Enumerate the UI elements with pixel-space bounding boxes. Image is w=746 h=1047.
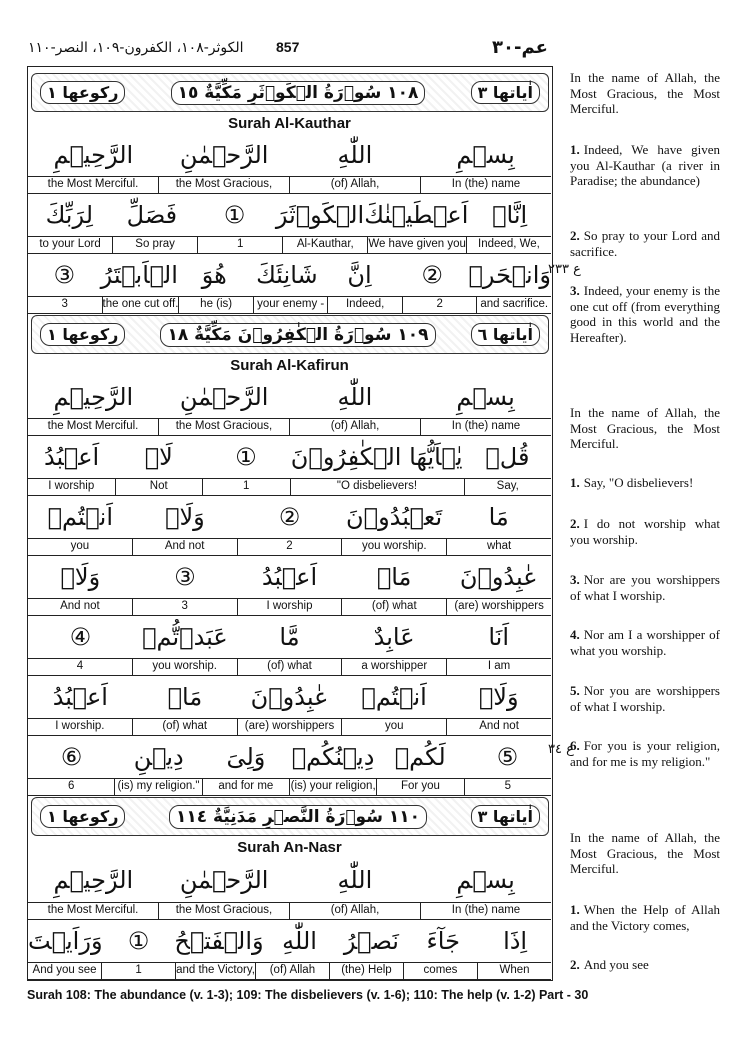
english-gloss: and sacrifice. [480,298,549,310]
translation-verse [570,475,720,491]
english-gloss: to your Lord [28,237,113,253]
english-gloss: and the Victory, [176,963,256,979]
arabic-word: مَاۤ [167,683,203,711]
verse-number: 1. [570,142,580,157]
english-gloss: Say, [496,480,519,492]
arabic-word: اللّٰهِ [337,866,373,894]
english-gloss: the Most Gracious, [159,177,290,193]
ruku-margin-mark: ع ٢٣٣ [548,262,581,277]
translation-verse [570,142,720,189]
surah-title: Surah An-Nasr [237,839,342,856]
page-footer: Surah 108: The abundance (v. 1-3); 109: The disbelievers (v. 1-6); 110: The help (v. 1-2) Part - 30 [27,988,589,1002]
ayah-marker: ④ [69,623,92,651]
arabic-word: اللّٰهِ [337,383,373,411]
arabic-word: اللّٰهِ [337,141,373,169]
english-gloss: (of) Allah, [290,177,421,193]
banner-ayat: اٰياتها ٣ [471,81,540,104]
english-gloss: And not [479,720,519,732]
english-gloss: 3 [133,599,238,615]
english-gloss: So pray [113,237,198,253]
english-gloss: In (the) name [451,904,521,916]
arabic-word: اَعۡبُدُ [43,443,100,471]
english-gloss: your enemy - [254,297,329,313]
english-gloss: you worship. [133,659,238,675]
english-row [28,718,551,736]
translation-verse [570,228,720,259]
page-number: 857 [276,39,300,55]
verse-text: I do not worship what you worship. [570,516,720,547]
arabic-word: اِنَّ [347,261,372,289]
arabic-word: شَانِئَكَ [256,261,318,289]
english-gloss: (of) what [238,659,343,675]
english-gloss: 1 [203,479,291,495]
english-gloss: (are) worshippers [454,600,544,612]
english-row [28,598,551,616]
arabic-word: فَصَلِّ [126,201,178,229]
english-gloss: For you [377,779,464,795]
arabic-word: بِسۡمِ [456,383,515,411]
english-gloss: I worship [238,599,343,615]
arabic-word: اِذَا [503,927,528,955]
arabic-row [28,496,551,538]
banner-title: ١٠٩ سُوۡرَةُ الۡكٰفِرُوۡنَ مَكِّيَّةٌ ١٨ [160,323,435,347]
english-gloss: (is) my religion." [115,779,202,795]
arabic-word: اَعۡبُدُ [261,563,318,591]
arabic-word: وَلَاۤ [478,683,519,711]
english-gloss: 3 [28,297,103,313]
translation-verse [570,738,720,769]
english-gloss: the Most Merciful. [28,177,159,193]
arabic-word: نَصۡرُ [343,927,399,955]
verse-number: 2. [570,957,580,972]
arabic-word: لَكُمۡ [394,743,446,771]
banner-ruku: ركوعها ١ [40,805,125,828]
arabic-word: الرَّحۡمٰنِ [179,383,269,411]
english-gloss: (of) Allah, [290,419,421,435]
english-row [28,418,551,436]
verse-number: 1. [570,475,580,490]
surah-banner-kauthar [31,73,549,112]
arabic-word: دِيۡنُكُمۡ [291,743,375,771]
arabic-word: عٰبِدُوۡنَ [459,563,538,591]
arabic-row [28,676,551,718]
english-gloss: And not [28,599,133,615]
arabic-word: لِرَبِّكَ [45,201,94,229]
verse-text: Nor are you worshippers of what I worship. [570,572,720,603]
surah-banner-kafirun [31,315,549,354]
banner-ruku: ركوعها ١ [40,323,125,346]
arabic-word: عَابِدٌ [373,623,415,651]
english-gloss: When [499,964,530,976]
arabic-word: اِنَّاۤ [492,201,528,229]
arabic-word: بِسۡمِ [456,866,515,894]
english-gloss: the Most Gracious, [159,903,290,919]
english-gloss: 4 [28,659,133,675]
english-gloss: (of) what [342,599,447,615]
arabic-row [28,135,551,175]
arabic-word: وَالۡفَتۡحُ [174,927,264,955]
surah-banner-nasr [31,797,549,836]
arabic-word: وَلَاۤ [60,563,101,591]
english-gloss: a worshipper [342,659,447,675]
arabic-word: دِيۡنِ [133,743,184,771]
verse-text: And you see [583,957,649,972]
arabic-word: وَلَاۤ [165,503,205,531]
arabic-row [28,436,551,478]
english-row [28,296,551,314]
english-gloss: (of) Allah, [290,903,421,919]
arabic-word: اللّٰهِ [282,927,317,955]
english-gloss: (the) Help [330,963,404,979]
verse-number: 4. [570,627,580,642]
english-gloss: (of) Allah [256,963,330,979]
arabic-row [28,556,551,598]
translation-verse [570,957,720,973]
arabic-word: الۡاَبۡتَرُ [100,261,178,289]
arabic-word: تَعۡبُدُوۡنَ [346,503,443,531]
english-gloss: We have given you [368,237,467,253]
english-gloss: you worship. [342,539,447,555]
verse-number: 3. [570,572,580,587]
arabic-word: بِسۡمِ [456,141,515,169]
arabic-word: قُلۡ [485,443,530,471]
english-gloss: I worship [28,479,116,495]
banner-ayat: اٰياتها ٦ [471,323,540,346]
english-gloss: In (the) name [451,420,521,432]
english-gloss: what [486,540,512,552]
verse-number: 2. [570,228,580,243]
english-gloss: I am [487,660,511,672]
english-row [28,902,551,920]
banner-ruku: ركوعها ١ [40,81,125,104]
translation-verse [570,516,720,547]
verse-text: Indeed, We have given you Al-Kauthar (a river in Paradise; the abundance) [570,142,720,188]
translation-verse [570,572,720,603]
english-gloss: I worship. [28,719,133,735]
arabic-word: الرَّحِيۡمِ [53,866,134,894]
ayah-marker: ① [223,201,246,229]
english-gloss: Indeed, We, [478,238,540,250]
english-row [28,176,551,194]
verse-text: Nor am I a worshipper of what you worship. [570,627,720,658]
translation-verse [570,627,720,658]
ayah-marker: ③ [53,261,76,289]
translation-verse [570,902,720,933]
surah-title: Surah Al-Kauthar [228,115,351,132]
verse-text: When the Help of Allah and the Victory comes, [570,902,720,933]
english-row [28,538,551,556]
english-gloss: In (the) name [451,178,521,190]
arabic-word: اَعۡطَيۡنٰكَ [364,201,469,229]
banner-ayat: اٰياتها ٣ [471,805,540,828]
translation-basmala: In the name of Allah, the Most Gracious, the Most Merciful. [570,405,720,451]
english-gloss: 6 [28,779,115,795]
english-gloss: (of) what [133,719,238,735]
arabic-word: عٰبِدُوۡنَ [250,683,329,711]
arabic-word: الرَّحِيۡمِ [53,141,134,169]
english-row [28,962,551,980]
verse-text: So pray to your Lord and sacrifice. [570,228,720,259]
arabic-row [28,616,551,658]
ayah-marker: ② [278,503,301,531]
english-gloss: And not [133,539,238,555]
banner-title: ١١٠ سُوۡرَةُ النَّصۡرِ مَدَنِيَّةٌ ١١٤ [169,805,427,829]
arabic-word: الۡكَوۡثَرَ [275,201,365,229]
word-by-word-panel [27,66,553,981]
arabic-word: عَبَدۡتُّمۡ [142,623,228,651]
arabic-word: اَنۡتُمۡ [47,503,114,531]
english-gloss: 1 [102,963,176,979]
english-gloss: you [342,719,447,735]
english-gloss: 1 [198,237,283,253]
english-gloss: Indeed, [328,297,403,313]
translation-basmala: In the name of Allah, the Most Gracious, the Most Merciful. [570,70,720,116]
verse-text: For you is your religion, and for me is my religion." [570,738,720,769]
verse-number: 1. [570,902,580,917]
arabic-word: الرَّحۡمٰنِ [179,141,269,169]
arabic-word: لَاۤ [144,443,173,471]
arabic-word: اَنۡتُمۡ [361,683,427,711]
arabic-row [28,254,551,296]
ayah-marker: ⑥ [60,743,83,771]
arabic-row [28,920,551,962]
english-gloss: 2 [403,297,478,313]
english-gloss: "O disbelievers! [291,479,465,495]
english-gloss: the Most Merciful. [28,419,159,435]
arabic-word: هُوَ [201,261,227,289]
arabic-word: يٰۤاَيُّهَا الۡكٰفِرُوۡنَ [290,443,463,471]
arabic-row [28,859,551,901]
ayah-marker: ① [235,443,257,471]
arabic-word: وَانۡحَرۡ [468,261,551,289]
arabic-word: مَا [488,503,509,531]
verse-number: 6. [570,738,580,753]
verse-text: Nor you are worshippers of what I worship. [570,683,720,714]
english-gloss: And you see [28,963,102,979]
ayah-marker: ② [421,261,443,289]
english-gloss: you [28,539,133,555]
arabic-word: مَّا [279,623,300,651]
ayah-marker: ① [127,927,150,955]
english-gloss: Not [116,479,204,495]
english-gloss: he (is) [179,297,254,313]
arabic-row [28,736,551,778]
arabic-word: الرَّحۡمٰنِ [179,866,269,894]
verse-text: Say, "O disbelievers! [583,475,694,490]
english-gloss: and for me [203,779,290,795]
arabic-row [28,194,551,236]
header-surah-list: الكوثر-١٠٨، الكفرون-١٠٩، النصر-١١٠ [28,40,244,56]
english-row [28,478,551,496]
arabic-word: اَنَا [488,623,510,651]
verse-number: 2. [570,516,580,531]
english-gloss: (is) your religion, [290,779,377,795]
verse-number: 3. [570,283,580,298]
verse-number: 5. [570,683,580,698]
english-gloss: Al-Kauthar, [283,237,368,253]
translation-verse [570,283,720,345]
english-gloss: the one cut off. [103,297,180,313]
english-row [28,236,551,254]
ayah-marker: ③ [174,563,196,591]
arabic-word: اَعۡبُدُ [52,683,108,711]
english-gloss: 2 [238,539,343,555]
surah-title: Surah Al-Kafirun [230,357,349,374]
arabic-word: الرَّحِيۡمِ [53,383,134,411]
arabic-word: مَاۤ [376,563,412,591]
english-gloss: comes [404,963,478,979]
english-gloss: (are) worshippers [238,719,343,735]
arabic-row [28,377,551,417]
english-row [28,658,551,676]
arabic-word: وَرَاَيۡتَ [28,927,103,955]
arabic-word: وَلِىَ [226,743,266,771]
verse-text: Indeed, your enemy is the one cut off (from everything good in this world and the Hereafter). [570,283,720,345]
english-row [28,778,551,796]
arabic-word: جَآءَ [426,927,460,955]
header-juz: عم-٣٠ [492,37,548,58]
banner-title: ١٠٨ سُوۡرَةُ الۡكَوۡثَرِ مَكِّيَّةٌ ١٥ [171,81,426,105]
english-gloss: the Most Merciful. [28,903,159,919]
translation-verse [570,683,720,714]
ruku-margin-mark: ع ٣٤ [548,742,574,757]
ayah-marker: ⑤ [496,743,519,771]
translation-basmala: In the name of Allah, the Most Gracious, the Most Merciful. [570,830,720,876]
english-gloss: 5 [504,780,511,792]
english-gloss: the Most Gracious, [159,419,290,435]
